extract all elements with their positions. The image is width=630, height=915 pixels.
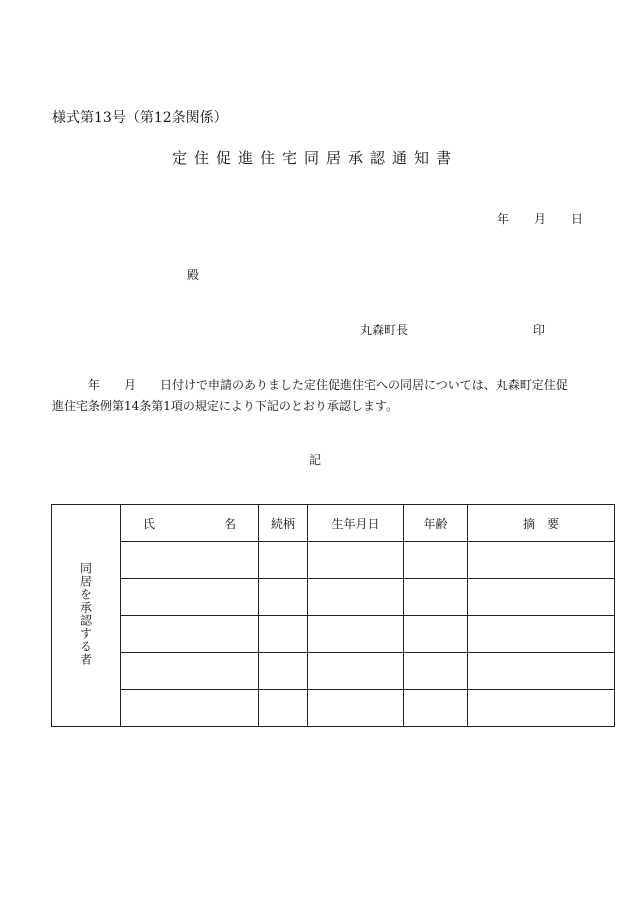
header-name-left: 氏: [143, 516, 156, 531]
cell-age[interactable]: [404, 579, 468, 616]
table-row: [52, 542, 615, 579]
table-row: [52, 653, 615, 690]
seal-mark: 印: [533, 323, 546, 337]
cell-birthdate[interactable]: [308, 616, 404, 653]
side-label-cell: [52, 505, 121, 727]
side-label: 同居を承認する者: [78, 562, 93, 666]
cell-name[interactable]: [121, 579, 259, 616]
cell-summary[interactable]: [468, 579, 615, 616]
document-title: 定住促進住宅同居承認通知書: [171, 149, 458, 167]
cell-relationship[interactable]: [259, 542, 308, 579]
table-row: [52, 690, 615, 727]
cell-relationship[interactable]: [259, 579, 308, 616]
date-month-label: 月: [534, 212, 547, 226]
header-age: 年齢: [404, 505, 468, 542]
cell-relationship[interactable]: [259, 616, 308, 653]
cell-birthdate[interactable]: [308, 579, 404, 616]
cell-birthdate[interactable]: [308, 653, 404, 690]
ki-heading: 記: [308, 453, 321, 467]
table-header-row: [52, 505, 615, 542]
cell-age[interactable]: [404, 690, 468, 727]
cell-birthdate[interactable]: [308, 690, 404, 727]
cell-name[interactable]: [121, 616, 259, 653]
notice-body-line-1: [52, 375, 584, 396]
body-month-label: 月: [124, 378, 137, 392]
table-row: [52, 616, 615, 653]
table-row: [52, 579, 615, 616]
cell-name[interactable]: [121, 690, 259, 727]
notice-body: [52, 375, 584, 417]
form-number: 様式第13号（第12条関係）: [52, 110, 228, 126]
cell-age[interactable]: [404, 616, 468, 653]
cell-summary[interactable]: [468, 542, 615, 579]
addressee-honorific: 殿: [187, 268, 200, 282]
cell-summary[interactable]: [468, 653, 615, 690]
header-birthdate: 生年月日: [308, 505, 404, 542]
header-name-right: 名: [223, 516, 236, 531]
cell-birthdate[interactable]: [308, 542, 404, 579]
header-summary: 摘 要: [468, 505, 615, 542]
header-relationship: 続柄: [259, 505, 308, 542]
cell-name[interactable]: [121, 653, 259, 690]
date-year-label: 年: [497, 212, 510, 226]
cohabitant-table: [51, 504, 615, 727]
header-name: [121, 505, 259, 542]
date-day-label: 日: [571, 212, 584, 226]
cell-age[interactable]: [404, 542, 468, 579]
cell-summary[interactable]: [468, 690, 615, 727]
notice-body-line-2: 進住宅条例第14条第1項の規定により下記のとおり承認します。: [52, 399, 398, 413]
cell-summary[interactable]: [468, 616, 615, 653]
issuer-title: 丸森町長: [360, 323, 409, 337]
body-line1-text: 日付けで申請のありました定住促進住宅への同居については、丸森町定住促: [160, 378, 568, 392]
cell-age[interactable]: [404, 653, 468, 690]
body-year-label: 年: [88, 378, 101, 392]
cell-relationship[interactable]: [259, 690, 308, 727]
cell-name[interactable]: [121, 542, 259, 579]
cell-relationship[interactable]: [259, 653, 308, 690]
